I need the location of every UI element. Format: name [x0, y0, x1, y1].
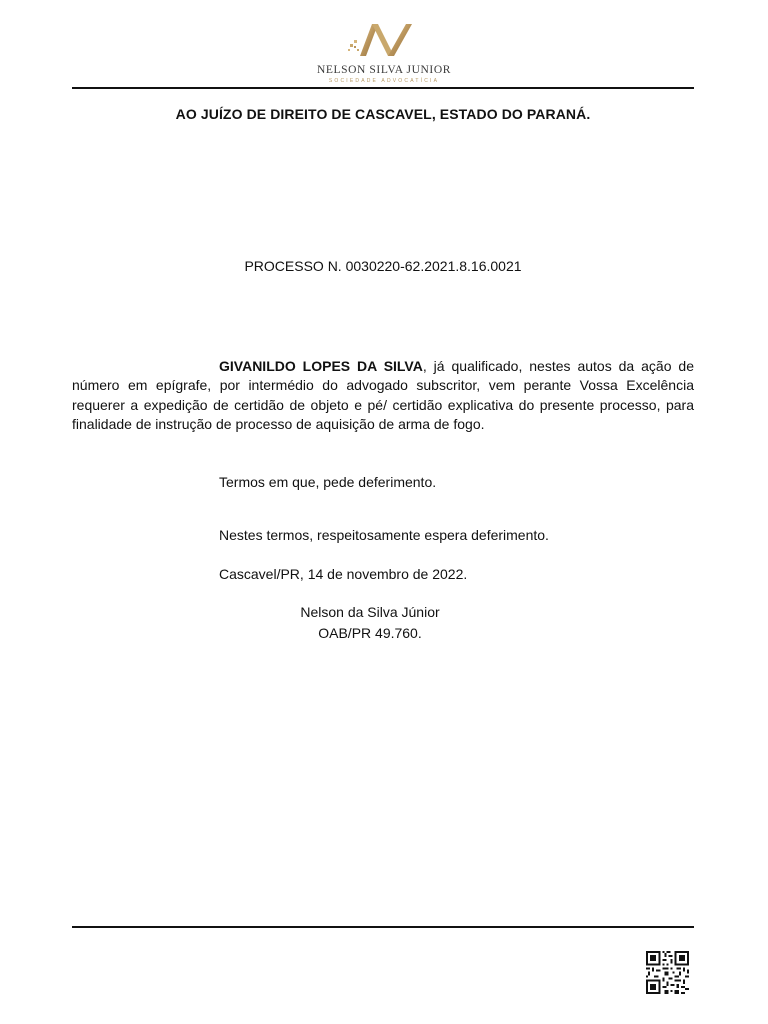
process-number: PROCESSO N. 0030220-62.2021.8.16.0021: [244, 258, 522, 274]
party-name: GIVANILDO LOPES DA SILVA: [219, 358, 423, 374]
firm-subtitle: SOCIEDADE ADVOCATÍCIA: [328, 78, 440, 84]
closing-line-1: Termos em que, pede deferimento.: [219, 474, 437, 490]
signer-name: Nelson da Silva Júnior: [300, 604, 440, 620]
petition-text: , já qualificado, nestes autos da ação de número em epígrafe, por intermédio do advogado subscritor, vem perante Vossa Excelência requerer a expedição de certidão de objeto e pé/ certidão explicativa do presente processo, para finalidade de instrução de processo de aquisição de arma de fogo.: [72, 358, 695, 433]
city-date: Cascavel/PR, 14 de novembro de 2022.: [219, 566, 468, 582]
header-divider: [72, 87, 694, 89]
letterhead: [0, 0, 768, 90]
addressee-heading: AO JUÍZO DE DIREITO DE CASCAVEL, ESTADO DO PARANÁ.: [175, 106, 591, 122]
firm-name: NELSON SILVA JUNIOR: [316, 64, 452, 76]
signer-oab: OAB/PR 49.760.: [318, 625, 422, 641]
footer-divider: [72, 926, 694, 928]
qr-code-icon: [646, 951, 689, 994]
petition-body: [72, 357, 694, 435]
closing-line-2: Nestes termos, respeitosamente espera deferimento.: [219, 527, 549, 543]
firm-logo-icon: [344, 18, 424, 64]
